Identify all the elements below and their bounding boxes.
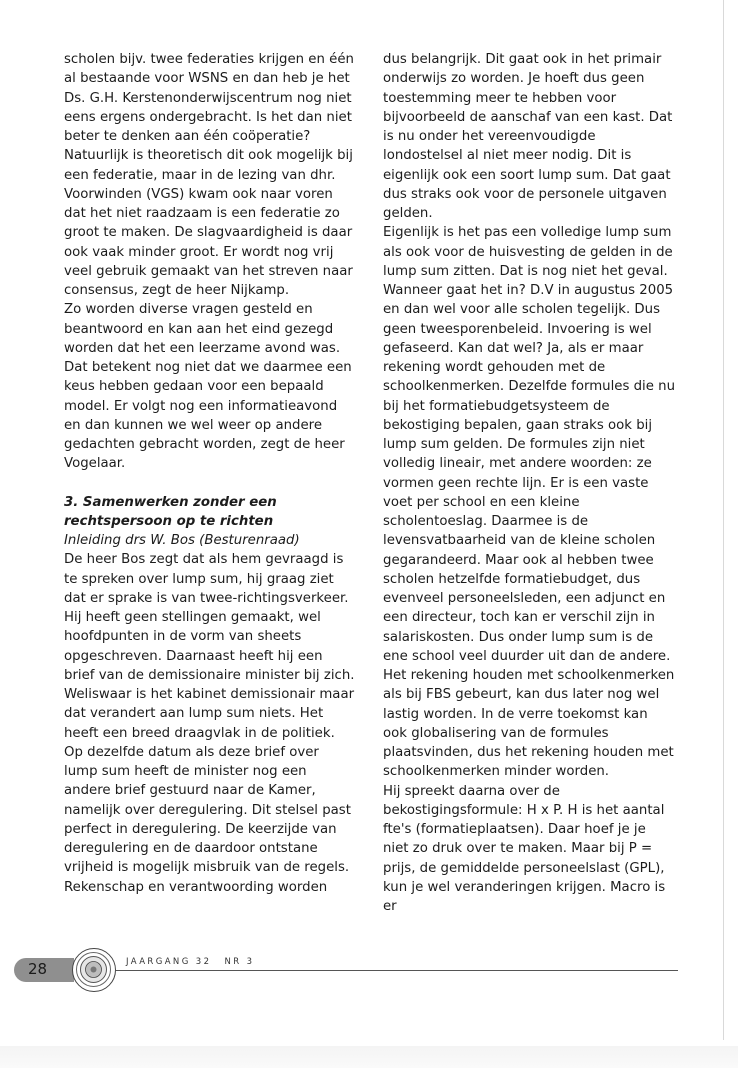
- footer-issue-number: NR 3: [224, 957, 255, 967]
- right-paragraph-3: Wanneer gaat het in? D.V in augustus 2005 en dan wel voor alle scholen tegelijk. Dus geen tweesporenbeleid. Invoering is wel gefaseerd. Kan dat wel? Ja, als er maar rekening wordt gehouden met de schoolkenmerken. Dezelfde formules die nu bij het formatiebudgetsysteem de bekostiging bepalen, gaan straks ook bij lump sum gelden. De formules zijn niet volledig lineair, met andere woorden: ze vormen geen rechte lijn. Er is een vaste voet per school en een kleine scholentoeslag. Daarmee is de levensvatbaarheid van de kleine scholen gegarandeerd. Maar ook al hebben twee scholen hetzelfde formatiebudget, dus evenveel personeelsleden, een adjunct en een directeur, toch kan er verschil zijn in salariskosten. Dus onder lump sum is de ene school veel duurder uit dan de andere. Het rekening houden met schoolkenmerken als bij FBS gebeurt, kan dus later nog wel lastig worden. In de verre toekomst kan ook globalisering van de formules plaatsvinden, dus het rekening houden met schoolkenmerken minder worden.: [383, 283, 676, 780]
- footer-issue-info: [126, 957, 255, 967]
- section-heading: 3. Samenwerken zonder een rechtspersoon op te richten: [64, 494, 277, 529]
- right-paragraph-2: Eigenlijk is het pas een volledige lump sum als ook voor de huisvesting de gelden in de lump sum zitten. Dat is nog niet het geval.: [383, 225, 673, 279]
- seal-logo-icon: [72, 948, 116, 992]
- left-column: [64, 50, 356, 897]
- left-paragraph-2: Zo worden diverse vragen gesteld en beantwoord en kan aan het eind gezegd worden dat het een leerzame avond was. Dat betekent nog niet dat we daarmee een keus hebben gedaan voor een bepaald model. Er volgt nog een informatieavond en dan kunnen we wel weer op andere gedachten gebracht worden, zegt de heer Vogelaar.: [64, 302, 352, 472]
- right-column: [383, 50, 675, 916]
- right-paragraph-4: Hij spreekt daarna over de bekostigingsformule: H x P. H is het aantal fte's (formatieplaatsen). Daar hoef je je niet zo druk over te maken. Maar bij P = prijs, de gemiddelde personeelslast (GPL), kun je wel veranderingen krijgen. Macro is er: [383, 783, 666, 914]
- left-paragraph-3: De heer Bos zegt dat als hem gevraagd is te spreken over lump sum, hij graag ziet dat er sprake is van twee-richtingsverkeer. Hij heeft geen stellingen gemaakt, wel hoofdpunten in de vorm van sheets opgeschreven. Daarnaast heeft hij een brief van de demissionaire minister bij zich. Weliswaar is het kabinet demissionair maar dat verandert aan lump sum niets. Het heeft een breed draagvlak in de politiek. Op dezelfde datum als deze brief over lump sum heeft de minister nog een andere brief gestuurd naar de Kamer, namelijk over deregulering. Dit stelsel past perfect in deregulering. De keerzijde van deregulering en de daardoor ontstane vrijheid is mogelijk misbruik van de regels. Rekenschap en verantwoording worden: [64, 552, 355, 895]
- right-paragraph-1: dus belangrijk. Dit gaat ook in het primair onderwijs zo worden. Je hoeft dus geen toestemming meer te hebben voor bijvoorbeeld de aanschaf van een kast. Dat is nu onder het vereenvoudigde londostelsel al niet meer nodig. Dit is eigenlijk ook een soort lump sum. Dat gaat dus straks ook voor de personele uitgaven gelden.: [383, 52, 673, 221]
- page-number-tab: [14, 958, 74, 982]
- left-paragraph-1: scholen bijv. twee federaties krijgen en één al bestaande voor WSNS en dan heb je het Ds. G.H. Kerstenonderwijscentrum nog niet eens ergens ondergebracht. Is het dan niet beter te denken aan één coöperatie? Natuurlijk is theoretisch dit ook mogelijk bij een federatie, maar in de lezing van dhr. Voorwinden (VGS) kwam ook naar voren dat het niet raadzaam is een federatie zo groot te maken. De slagvaardigheid is daar ook vaak minder groot. Er wordt nog vrij veel gebruik gemaakt van het streven naar consensus, zegt de heer Nijkamp.: [64, 52, 354, 298]
- page-number: 28: [28, 960, 48, 978]
- footer-rule: [116, 970, 678, 971]
- section-subheading: Inleiding drs W. Bos (Besturenraad): [64, 533, 300, 548]
- page-edge-line: [723, 0, 724, 1040]
- footer-jaargang: JAARGANG 32: [126, 957, 212, 967]
- page-bottom-band: [0, 1046, 738, 1068]
